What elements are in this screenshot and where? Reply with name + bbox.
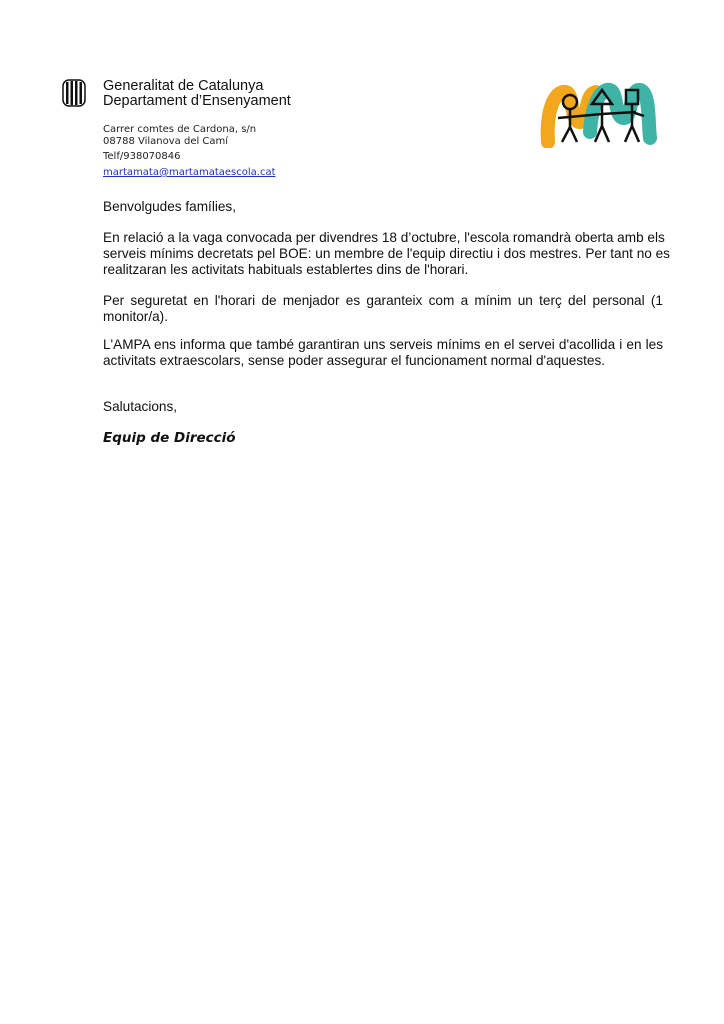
- paragraph2-line: Per seguretat en l'horari de menjador es garanteix com a mínim un terç del personal (1: [103, 293, 663, 308]
- closing: Salutacions,: [103, 399, 178, 414]
- paragraph1-line: serveis mínims decretats pel BOE: un membre de l'equip directiu i dos mestres. Per tant no es: [103, 246, 670, 261]
- school-logo-icon: [540, 82, 658, 148]
- paragraph2-line: monitor/a).: [103, 309, 168, 324]
- paragraph1-line: realitzaran les activitats habituals establertes dins de l'horari.: [103, 262, 469, 277]
- org-name: Generalitat de Catalunya: [103, 78, 264, 94]
- address-street: Carrer comtes de Cardona, s/n: [103, 124, 257, 135]
- generalitat-logo-icon: [62, 79, 86, 107]
- phone-number: Telf/938070846: [103, 151, 181, 162]
- paragraph3-line: L'AMPA ens informa que també garantiran uns serveis mínims en el servei d'acollida i en les: [103, 337, 663, 352]
- paragraph3-line: activitats extraescolars, sense poder assegurar el funcionament normal d'aquestes.: [103, 353, 606, 368]
- department-name: Departament d’Ensenyament: [103, 93, 291, 109]
- greeting: Benvolgudes famílies,: [103, 199, 236, 214]
- paragraph1-line: En relació a la vaga convocada per divendres 18 d’octubre, l'escola romandrà oberta amb els: [103, 230, 665, 245]
- signature: Equip de Direcció: [103, 430, 236, 446]
- email-link[interactable]: martamata@martamataescola.cat: [103, 167, 276, 178]
- address-city: 08788 Vilanova del Camí: [103, 136, 229, 147]
